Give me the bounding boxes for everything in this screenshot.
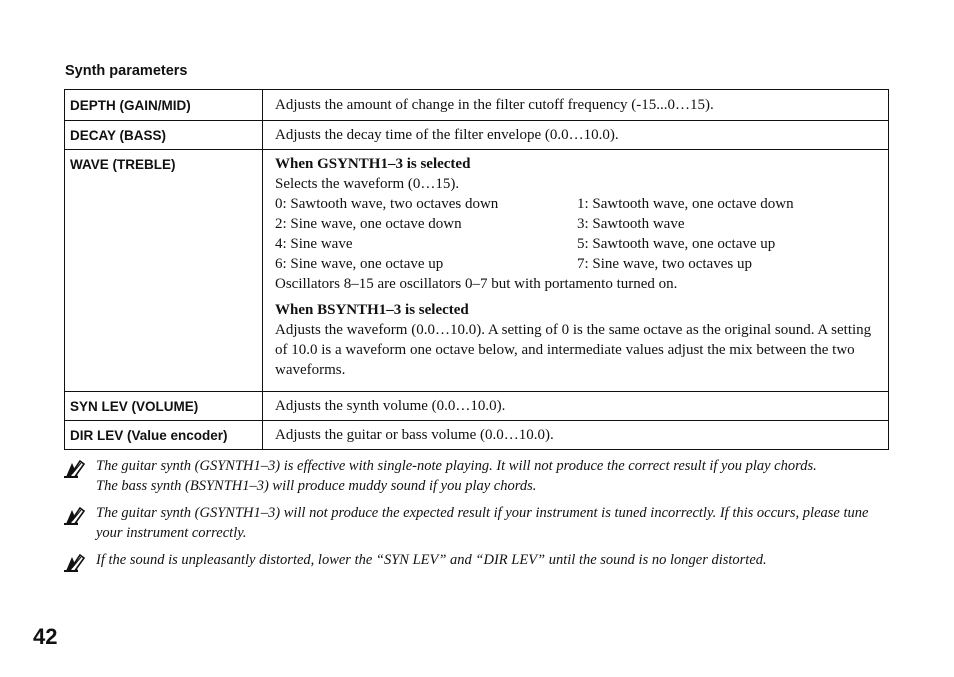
pencil-note-icon — [64, 550, 96, 572]
note-item — [64, 503, 892, 543]
parameter-description — [263, 150, 889, 392]
waveform-option: 4: Sine wave — [275, 236, 353, 252]
synth-parameters-table — [64, 89, 889, 450]
note-line: The guitar synth (GSYNTH1–3) is effective with single-note playing. It will not produce the correct result if you play chords. — [96, 458, 817, 474]
pencil-note-icon — [64, 503, 96, 543]
bsynth-text: Adjusts the waveform (0.0…10.0). A setting of 0 is the same octave as the original sound. A setting of 10.0 is a waveform one octave below, and intermediate values adjust the mix between the two waveforms. — [275, 322, 872, 378]
waveform-option: 2: Sine wave, one octave down — [275, 216, 462, 232]
note-item — [64, 550, 892, 572]
note-line: If the sound is unpleasantly distorted, lower the “SYN LEV” and “DIR LEV” until the sound is no longer distorted. — [96, 552, 767, 568]
parameter-name: WAVE (TREBLE) — [65, 150, 263, 392]
bsynth-heading: When BSYNTH1–3 is selected — [275, 302, 469, 318]
note-item — [64, 456, 892, 496]
bsynth-block — [275, 294, 876, 380]
parameter-description: Adjusts the synth volume (0.0…10.0). — [263, 392, 889, 421]
parameter-description: Adjusts the guitar or bass volume (0.0…10.0). — [263, 421, 889, 450]
table-row — [65, 150, 889, 392]
notes-list — [64, 456, 892, 579]
table-row — [65, 90, 889, 121]
waveform-option: 7: Sine wave, two octaves up — [577, 256, 752, 272]
section-title: Synth parameters — [65, 63, 188, 79]
parameter-name: DIR LEV (Value encoder) — [65, 421, 263, 450]
page-number: 42 — [33, 624, 58, 649]
note-text — [96, 456, 817, 496]
table-row — [65, 392, 889, 421]
parameter-description: Adjusts the amount of change in the filter cutoff frequency (-15...0…15). — [263, 90, 889, 121]
gsynth-heading: When GSYNTH1–3 is selected — [275, 156, 471, 172]
waveform-option: 3: Sawtooth wave — [577, 216, 685, 232]
note-line: The bass synth (BSYNTH1–3) will produce muddy sound if you play chords. — [96, 478, 537, 494]
note-text — [96, 550, 767, 572]
parameter-description: Adjusts the decay time of the filter envelope (0.0…10.0). — [263, 121, 889, 150]
gsynth-intro: Selects the waveform (0…15). — [275, 176, 460, 192]
table-row — [65, 421, 889, 450]
waveform-option: 0: Sawtooth wave, two octaves down — [275, 196, 499, 212]
gsynth-block — [275, 150, 876, 294]
waveform-option: 5: Sawtooth wave, one octave up — [577, 236, 776, 252]
gsynth-note: Oscillators 8–15 are oscillators 0–7 but with portamento turned on. — [275, 276, 678, 292]
table-row — [65, 121, 889, 150]
note-text — [96, 503, 892, 543]
parameter-name: DEPTH (GAIN/MID) — [65, 90, 263, 121]
note-line: The guitar synth (GSYNTH1–3) will not produce the expected result if your instrument is tuned incorrectly. If this occurs, please tune your instrument correctly. — [96, 505, 869, 541]
waveform-option: 1: Sawtooth wave, one octave down — [577, 196, 794, 212]
waveform-options — [275, 194, 876, 274]
parameter-name: DECAY (BASS) — [65, 121, 263, 150]
waveform-option: 6: Sine wave, one octave up — [275, 256, 444, 272]
parameter-name: SYN LEV (VOLUME) — [65, 392, 263, 421]
pencil-note-icon — [64, 456, 96, 496]
